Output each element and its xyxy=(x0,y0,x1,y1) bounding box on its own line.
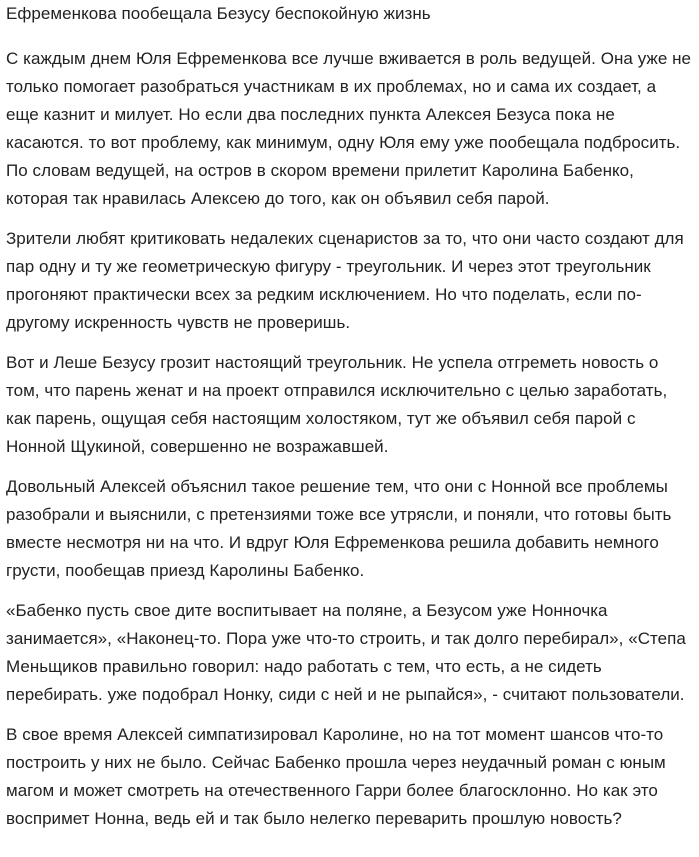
article-paragraph: «Бабенко пусть свое дите воспитывает на поляне, а Безусом уже Нонночка занимается», «Наконец-то. Пора уже что-то строить, и так долго перебирал», «Степа Меньщиков правильно говорил: надо работать с тем, что есть, а не сидеть перебирать. уже подобрал Нонку, сиди с ней и не рыпайся», - считают пользователи. xyxy=(6,601,686,704)
article-paragraph: Зрители любят критиковать недалеких сценаристов за то, что они часто создают для пар одну и ту же геометрическую фигуру - треугольник. И через этот треугольник прогоняют практически всех за редким исключением. Но что поделать, если по-другому искренность чувств не проверишь. xyxy=(6,229,684,332)
article-paragraph: Вот и Леше Безусу грозит настоящий треугольник. Не успела отгреметь новость о том, что парень женат и на проект отправился исключительно с целью заработать, как парень, ощущая себя настоящим холостяком, тут же объявил себя парой с Нонной Щукиной, совершенно не возражавшей. xyxy=(6,353,668,456)
article-body xyxy=(6,45,693,833)
article-paragraph: С каждым днем Юля Ефременкова все лучше вживается в роль ведущей. Она уже не только помогает разобраться участникам в их проблемах, но и сама их создает, а еще казнит и милует. Но если два последних пункта Алексея Безуса пока не касаются. то вот проблему, как минимум, одну Юля ему уже пообещала подбросить. По словам ведущей, на остров в скором времени прилетит Каролина Бабенко, которая так нравилась Алексею до того, как он объявил себя парой. xyxy=(6,49,692,208)
title-body-spacer xyxy=(6,28,693,45)
article-title: Ефременкова пообещала Безусу беспокойную жизнь xyxy=(6,4,431,23)
article-paragraph: Довольный Алексей объяснил такое решение тем, что они с Нонной все проблемы разобрали и выяснили, с претензиями тоже все утрясли, и поняли, что готовы быть вместе несмотря ни на что. И вдруг Юля Ефременкова решила добавить немного грусти, пообещав приезд Каролины Бабенко. xyxy=(6,477,672,580)
article-paragraph: В свое время Алексей симпатизировал Каролине, но на тот момент шансов что-то построить у них не было. Сейчас Бабенко прошла через неудачный роман с юным магом и может смотреть на отечественного Гарри более благосклонно. Но как это воспримет Нонна, ведь ей и так было нелегко переварить прошлую новость? xyxy=(6,725,666,828)
